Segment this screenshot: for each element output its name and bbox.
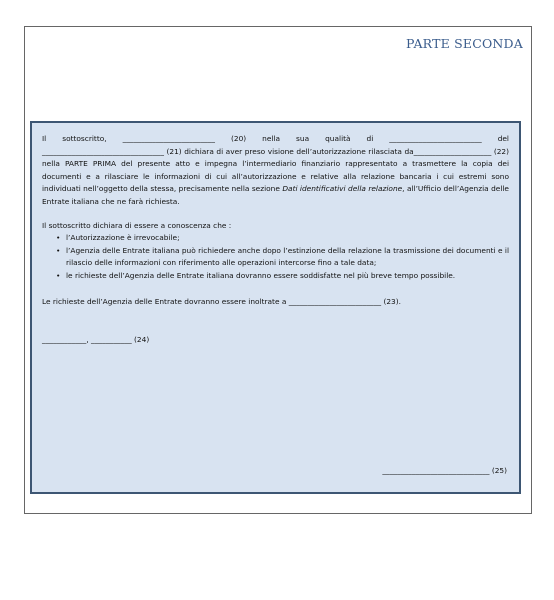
declaration-text-start: Il sottoscritto, _________________________ (20) nella sua qualità di _________________________ del _________________________________ (21) dichiara di aver preso visione dell’autorizzazione rilasciata da_____________________ (22) nella PARTE PRIMA del presente atto e impegna l’intermediario finanziario rappresentato a trasmettere la copia dei documenti e a rilasciare le informazioni di cui all’autorizzazione e relative alla relazione bancaria i cui estremi sono individuati nell’oggetto della stessa, precisamente nella sezione — [42, 134, 509, 194]
list-item-text: le richieste dell’Agenzia delle Entrate italiana dovranno essere soddisfatte nel più breve tempo possibile. — [66, 270, 456, 280]
declaration-paragraph — [42, 133, 509, 209]
list-item — [56, 245, 509, 270]
form-page — [24, 26, 532, 514]
declaration-text-end: , all’Ufficio dell’Agenzia delle Entrate italiana che ne farà richiesta. — [42, 184, 509, 206]
place-date-line: ____________, ___________ (24) — [42, 335, 150, 345]
bullet-icon: • — [56, 245, 61, 255]
list-item-text: l’Agenzia delle Entrate italiana può richiedere anche dopo l’estinzione della relazione la trasmissione dei documenti e il rilascio delle informazioni con riferimento alle operazioni intercorse fino a tale data; — [66, 245, 509, 268]
bullet-icon: • — [56, 270, 61, 280]
signature-line: _____________________________ (25) — [382, 466, 507, 476]
awareness-list — [42, 232, 509, 282]
requests-recipient-line: Le richieste dell’Agenzia delle Entrate dovranno essere inoltrate a _________________________ (23). — [42, 296, 401, 306]
list-item-text: l’Autorizzazione è irrevocabile; — [66, 233, 180, 243]
section-title: PARTE SECONDA — [405, 36, 523, 51]
declaration-section-name: Dati identificativi della relazione — [282, 184, 403, 194]
bullet-icon: • — [56, 233, 61, 243]
declaration-panel — [30, 121, 521, 494]
awareness-intro: Il sottoscritto dichiara di essere a conoscenza che : — [42, 220, 232, 230]
list-item — [56, 270, 509, 283]
list-item — [56, 232, 509, 245]
